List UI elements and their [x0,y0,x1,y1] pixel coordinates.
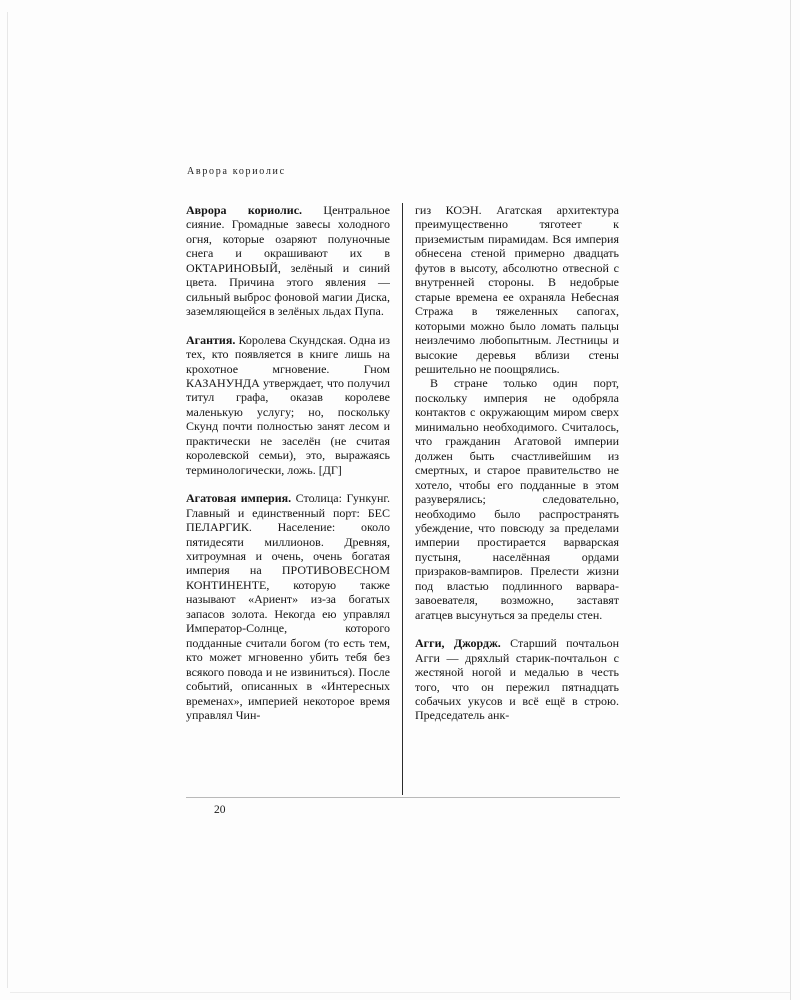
entry-term: Аврора кориолис. [186,203,303,217]
scan-edge-left [7,12,8,988]
entry-term: Агатовая империя. [186,491,292,506]
entry-term: Агги, Джордж. [415,636,501,651]
running-header: Аврора кориолис [187,166,286,177]
body-paragraph: гиз КОЭН. Агатская архитектура преимущественно тяготеет к приземистым пирамидам. Вся империя обнесена стеной примерно двадцать футов в высоту, абсолютно отвесной с внутренней стороны. В недобрые старые времена ее охраняла Небесная Стража в тяжеленных сапогах, которыми можно было ломать пальцы неизлечимо любопытным. Лестницы и высокие деревья вблизи стены решительно не поощрялись. [415,203,619,376]
column-divider [402,203,403,795]
page-content [186,203,620,795]
entry-paragraph: Агатовая империя. Столица: Гункунг. Главный и единственный порт: БЕС ПЕЛАРГИК. Население: около пятидесяти миллионов. Древняя, хитроумная и очень, очень богатая империя на ПРОТИВОВЕСНОМ КОНТИНЕНТЕ, которую также называют «Ариент» из-за богатых запасов золота. Некогда ею управлял Император-Солнце, которого подданные считали богом (то есть тем, кто может мгновенно убить тебя без всякого повода и не извиниться). После событий, описанных в «Интересных временах», империей некоторое время управлял Чин- [186,491,390,722]
scan-edge-right [790,0,791,1000]
entry-paragraph: Аврора кориолис. Центральное сияние. Громадные завесы холодного огня, которые озаряют полуночные снега и окрашивают их в ОКТАРИНОВЫЙ, зелёный и синий цвета. Причина этого явления — сильный выброс фоновой магии Диска, заземляющейся в зелёных льдах Пупа. [186,203,390,319]
page-footer [186,797,620,816]
scan-edge-bottom [10,992,790,993]
entry-term: Агантия. [186,332,236,347]
right-column [415,203,619,795]
entry-paragraph: Агги, Джордж. Старший почтальон Агги — дряхлый старик-почтальон с жестяной ногой и медалью в честь того, что он пережил пятнадцать собачьих укусов и всё ещё в строю. Председатель анк- [415,636,619,723]
entry-paragraph: Агантия. Королева Скундская. Одна из тех, кто появляется в книге лишь на крохотное мгновение. Гном КАЗАНУНДА утверждает, что получил титул графа, оказав королеве маленькую услугу; но, поскольку Скунд почти полностью занят лесом и практически не заселён (не считая королевской семьи), это, выражаясь терминологически, ложь. [ДГ] [186,332,390,477]
left-column [186,203,390,795]
footer-rule [186,797,620,798]
page-number: 20 [214,804,226,816]
body-paragraph: В стране только один порт, поскольку империя не одобряла контактов с окружающим миром сверх минимально необходимого. Считалось, что гражданин Агатовой империи должен быть счастливейшим из смертных, и старое правительство не хотело, чтобы его подданные в этом разуверялись; следовательно, необходимо было распространять убеждение, что повсюду за пределами империи простирается варварская пустыня, населённая ордами призраков-вампиров. Прелести жизни под властью подлинного варвара-завоевателя, возможно, заставят агатцев высунуться за пределы стен. [415,376,619,622]
